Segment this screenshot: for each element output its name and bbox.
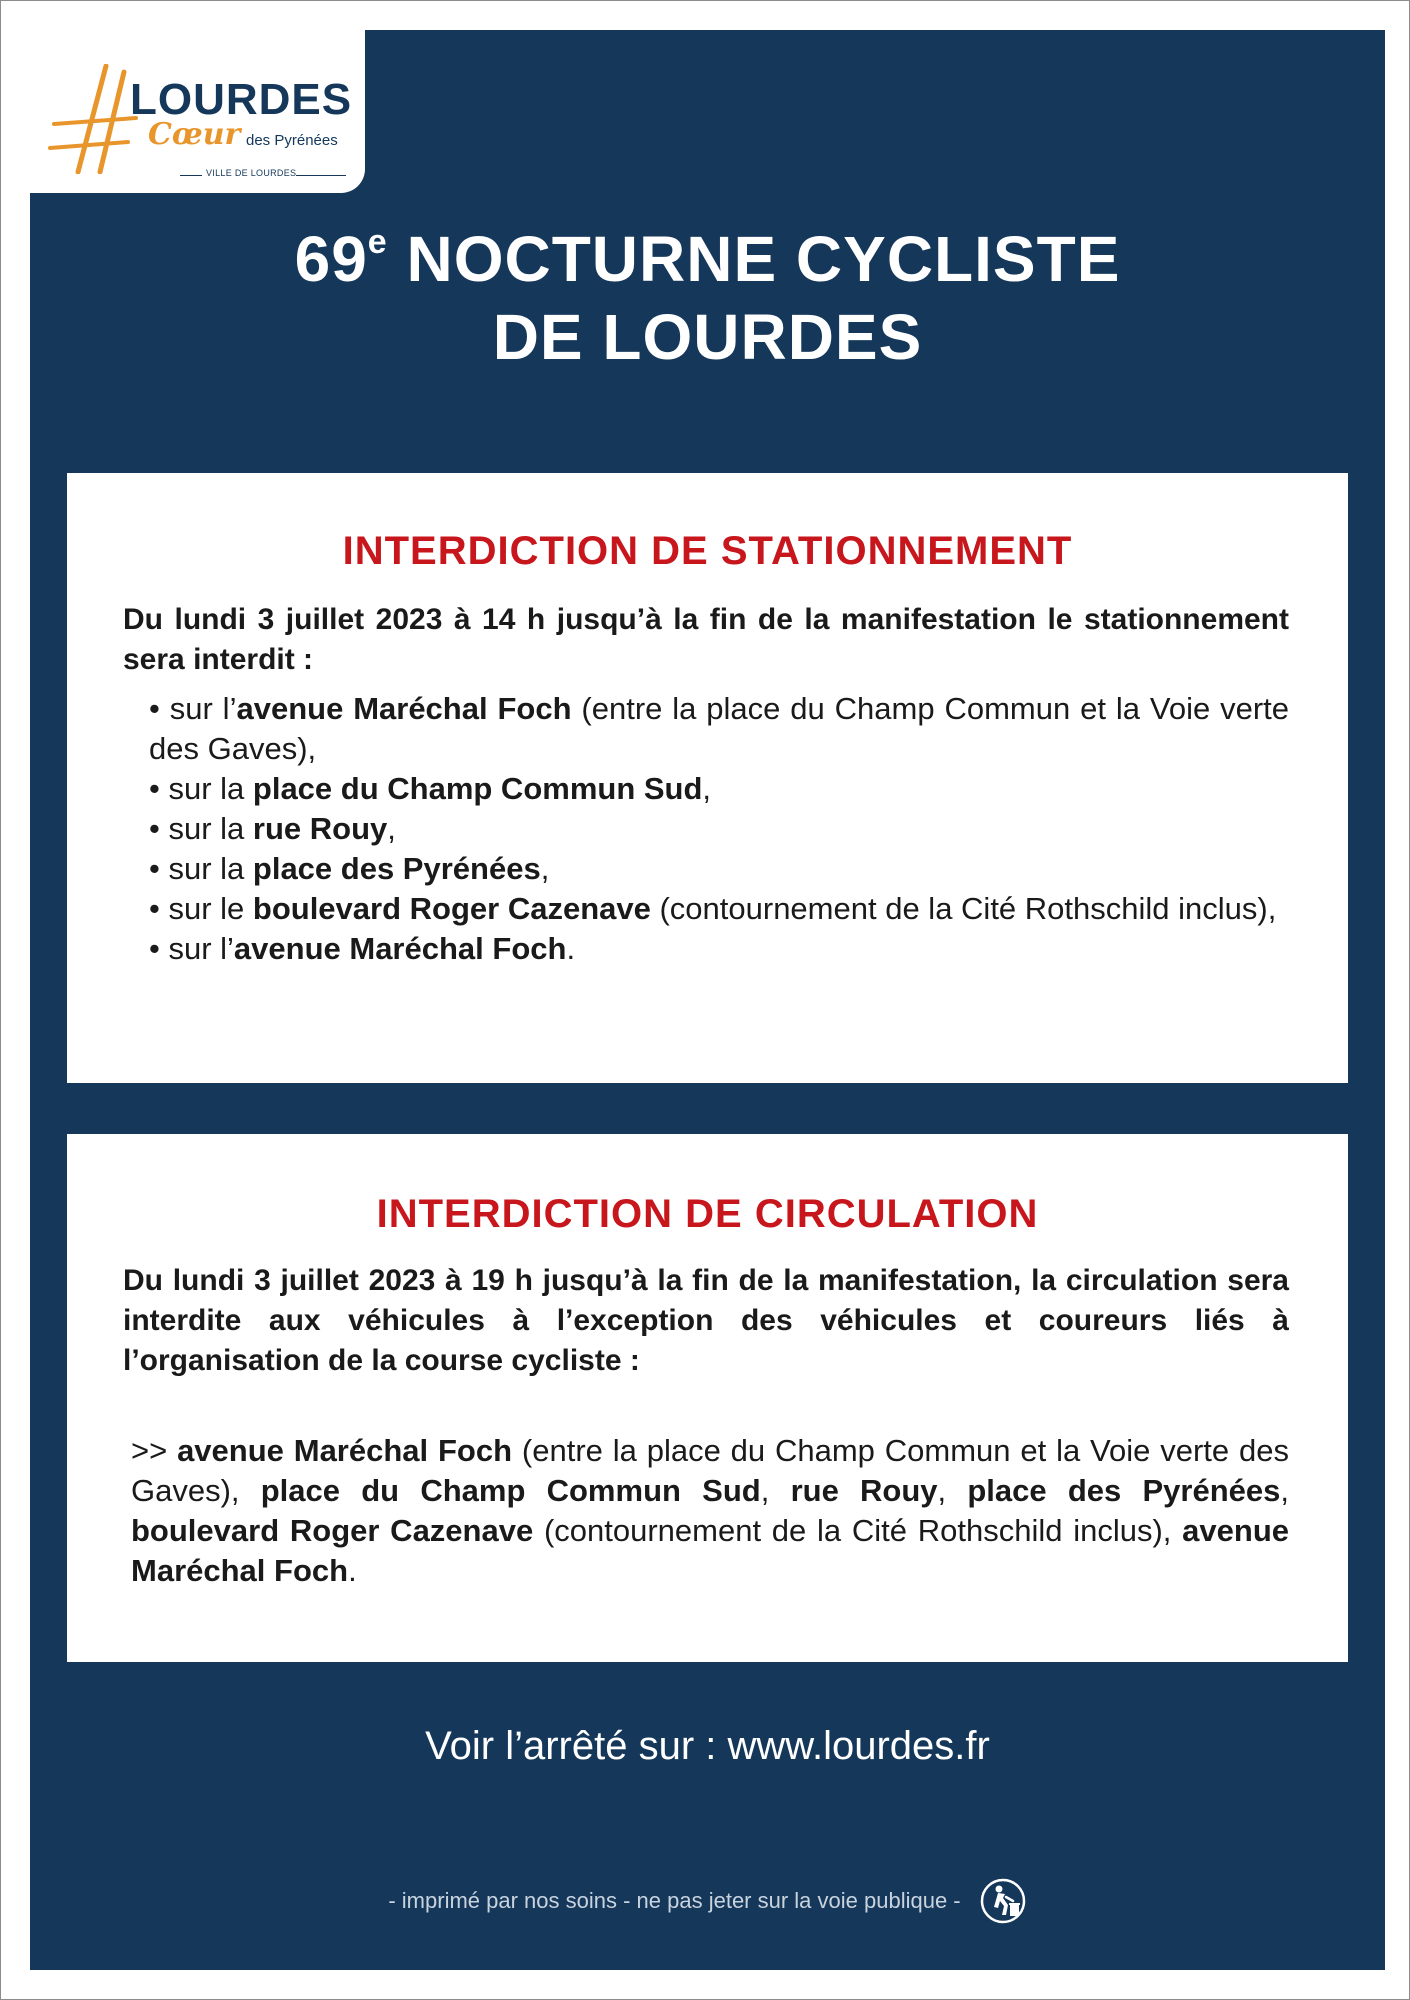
parking-heading: INTERDICTION DE STATIONNEMENT [342,529,1073,573]
circulation-heading: INTERDICTION DE CIRCULATION [376,1192,1039,1236]
hashtag-icon [48,64,138,174]
parking-street-item: • sur l’avenue Maréchal Foch. [149,931,576,966]
parking-street-item: • sur le boulevard Roger Cazenave (contournement de la Cité Rothschild inclus), [149,891,1277,926]
parking-street-item: • sur la rue Rouy, [149,811,396,846]
logo-wordmark: LOURDES [130,75,353,124]
recycle-bin-icon [979,1877,1027,1925]
logo-rule-left [180,175,202,176]
logo-pyrenees: des Pyrénées [246,132,338,149]
poster-title-line2: DE LOURDES [492,301,923,373]
logo-ville: VILLE DE LOURDES [206,168,297,178]
circulation-intro: Du lundi 3 juillet 2023 à 19 h jusqu’à la fin de la manifestation, la circulation sera interdite aux véhicules à l’exception des véhicules et coureurs liés à l’organisation de la course cycliste : [123,1264,1289,1377]
poster-title-line1: 69e NOCTURNE CYCLISTE [294,223,1121,295]
parking-street-item: • sur l’avenue Maréchal Foch (entre la place du Champ Commun et la Voie verte des Gaves), [149,691,1289,766]
logo-coeur: Cœur [148,117,241,152]
parking-intro: Du lundi 3 juillet 2023 à 14 h jusqu’à la fin de la manifestation le stationnement sera interdit : [123,603,1289,676]
parking-street-list [149,689,1289,969]
parking-street-item: • sur la place des Pyrénées, [149,851,550,886]
parking-panel [67,473,1348,1083]
parking-street-item: • sur la place du Champ Commun Sud, [149,771,712,806]
circulation-panel [67,1134,1348,1662]
footer-text: - imprimé par nos soins - ne pas jeter sur la voie publique - [388,1888,961,1913]
logo-rule-right [296,175,346,176]
arrete-link[interactable]: Voir l’arrêté sur : www.lourdes.fr [425,1724,990,1768]
footer [30,1878,1385,1924]
circulation-street-list: >> avenue Maréchal Foch (entre la place du Champ Commun et la Voie verte des Gaves), place du Champ Commun Sud, rue Rouy, place des Pyrénées, boulevard Roger Cazenave (contournement de la Cité Rothschild inclus), avenue Maréchal Foch. [131,1433,1290,1588]
lourdes-logo [30,30,365,193]
